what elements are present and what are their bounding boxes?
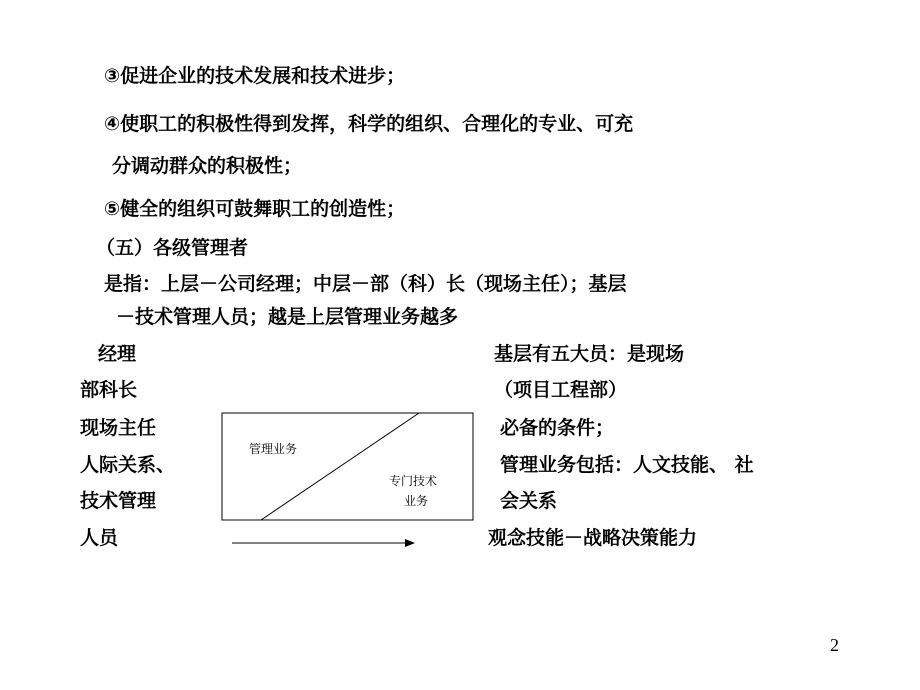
right-text-3: 必备的条件；: [500, 417, 615, 439]
item-5: ⑤健全的组织可鼓舞职工的创造性；: [104, 198, 406, 220]
page-number: 2: [830, 635, 839, 655]
diagonal-divider: [261, 413, 419, 520]
left-label-6: 人员: [80, 527, 119, 549]
item-4-continuation: 分调动群众的积极性；: [112, 155, 303, 177]
right-text-2: （项目工程部）: [494, 379, 628, 401]
left-label-5: 技术管理: [80, 490, 157, 512]
section-heading: （五）各级管理者: [96, 237, 249, 259]
item-4: ④使职工的积极性得到发挥，科学的组织、合理化的专业、可充: [104, 113, 634, 135]
item-3: ③促进企业的技术发展和技术进步；: [104, 65, 406, 87]
diagram-box: [222, 413, 473, 520]
diagram-label-technical-1: 专门技术: [389, 474, 438, 488]
diagram-label-management: 管理业务: [249, 442, 298, 456]
left-label-1: 经理: [98, 343, 137, 365]
left-label-4: 人际关系、: [80, 454, 176, 476]
right-text-6: 观念技能－战略决策能力: [488, 527, 698, 549]
left-label-2: 部科长: [80, 379, 138, 401]
arrow-head-icon: [405, 539, 415, 547]
left-label-3: 现场主任: [80, 417, 157, 439]
diagram-label-technical-2: 业务: [404, 494, 429, 508]
definition-line-1: 是指：上层－公司经理；中层－部（科）长（现场主任）；基层: [104, 273, 627, 295]
definition-line-2: －技术管理人员；越是上层管理业务越多: [116, 306, 459, 328]
right-text-1: 基层有五大员：是现场: [494, 343, 685, 365]
right-text-4: 管理业务包括：人文技能、 社: [500, 454, 754, 476]
right-text-5: 会关系: [500, 490, 558, 512]
